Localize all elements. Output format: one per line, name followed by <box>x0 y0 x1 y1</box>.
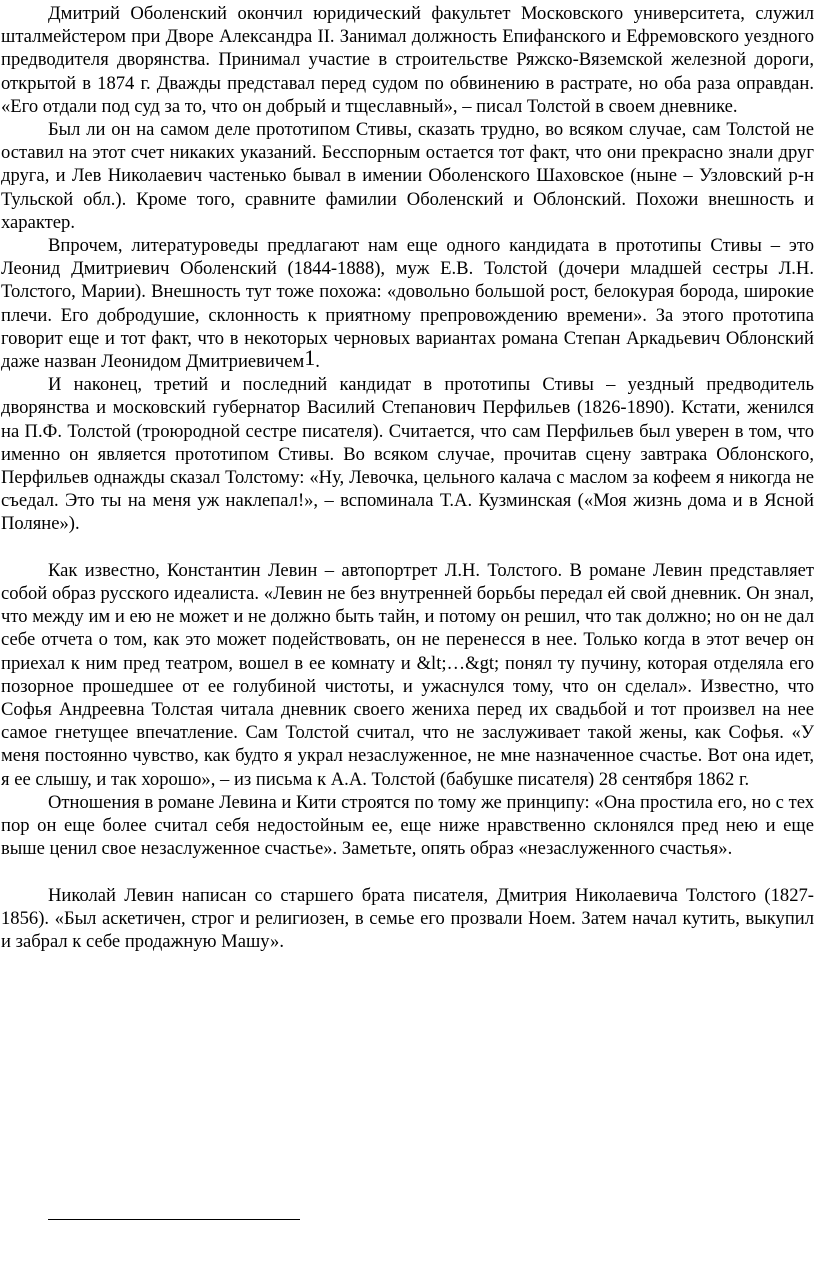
paragraph-konstantin-levin: Как известно, Константин Левин – автопортрет Л.Н. Толстого. В романе Левин представляет собой образ русского идеалиста. «Левин не без внутренней борьбы передал ей свой дневник. Он знал, что между им и ею не может и не должно быть тайн, и потому он решил, что так должно; но он не дал себе отчета о том, как это может подействовать, он не перенесся в нее. Только когда в этот вечер он приехал к ним пред театром, вошел в ее комнату и &lt;…&gt; понял ту пучину, которая отделяла его позорное прошедшее от ее голубиной чистоты, и ужаснулся тому, что он сделал». Известно, что Софья Андреевна Толстая читала дневник своего жениха перед их свадьбой и тот произвел на нее самое гнетущее впечатление. Сам Толстой считал, что не заслуживает такой жены, как Софья. «У меня постоянно чувство, как будто я украл незаслуженное, не мне назначенное счастье. Вот она идет, я ее слышу, и так хорошо», – из письма к А.А. Толстой (бабушке писателя) 28 сентября 1862 г. <box>1 559 814 790</box>
paragraph-prototype-stiva: Был ли он на самом деле прототипом Стивы, сказать трудно, во всяком случае, сам Толстой не оставил на этот счет никаких указаний. Бесспорным остается тот факт, что они прекрасно знали друг друга, и Лев Николаевич частенько бывал в имении Оболенского Шаховское (ныне – Узловский р-н Тульской обл.). Кроме того, сравните фамилии Оболенский и Облонский. Похожи внешность и характер. <box>1 119 814 233</box>
paragraph-leonid-obolensky <box>1 234 814 373</box>
paragraph-gap <box>1 536 814 559</box>
paragraph-dmitry-obolensky: Дмитрий Оболенский окончил юридический факультет Московского университета, служил шталмейстером при Дворе Александра II. Занимал должность Епифанского и Ефремовского уездного предводителя дворянства. Принимал участие в строительстве Ряжско-Вяземской железной дороги, открытой в 1874 г. Дважды представал перед судом по обвинению в растрате, но оба раза оправдан. «Его отдали под суд за то, что он добрый и тщеславный», – писал Толстой в своем дневнике. <box>1 3 814 117</box>
footnote-separator <box>48 1219 300 1220</box>
paragraph-nikolai-levin: Николай Левин написан со старшего брата писателя, Дмитрия Николаевича Толстого (1827-1856). «Был аскетичен, строг и религиозен, в семье его прозвали Ноем. Затем начал кутить, выкупил и забрал к себе продажную Машу». <box>1 884 814 953</box>
paragraph-gap <box>1 861 814 884</box>
paragraph-levin-kitty: Отношения в романе Левина и Кити строятся по тому же принципу: «Она простила его, но с тех пор он еще более считал себя недостойным ее, еще ниже нравственно склонялся пред нею и еще выше ценил свое незаслуженное счастье». Заметьте, опять образ «незаслуженного счастья». <box>1 791 814 860</box>
footnote-marker: 1 <box>304 345 316 371</box>
footnote-marker-suffix: . <box>315 351 320 373</box>
paragraph-leonid-obolensky-text: Впрочем, литературоведы предлагают нам еще одного кандидата в прототипы Стивы – это Леонид Дмитриевич Оболенский (1844-1888), муж Е.В. Толстой (дочери младшей сестры Л.Н. Толстого, Марии). Внешность тут тоже похожа: «довольно большой рост, белокурая борода, широкие плечи. Его добродушие, склонность к приятному препровождению времени». За этого прототипа говорит еще и тот факт, что в некоторых черновых вариантах романа Степан Аркадьевич Облонский даже назван Леонидом Дмитриевичем <box>1 235 814 373</box>
paragraph-perfiliev: И наконец, третий и последний кандидат в прототипы Стивы – уездный предводитель дворянства и московский губернатор Василий Степанович Перфильев (1826-1890). Кстати, женился на П.Ф. Толстой (троюродной сестре писателя). Считается, что сам Перфильев был уверен в том, что именно он является прототипом Стивы. Во всяком случае, прочитав сцену завтрака Облонского, Перфильев однажды сказал Толстому: «Ну, Левочка, цельного калача с маслом за кофеем я никогда не съедал. Это ты на меня уж наклепал!», – вспоминала Т.А. Кузминская («Моя жизнь дома и в Ясной Поляне»). <box>1 374 814 535</box>
